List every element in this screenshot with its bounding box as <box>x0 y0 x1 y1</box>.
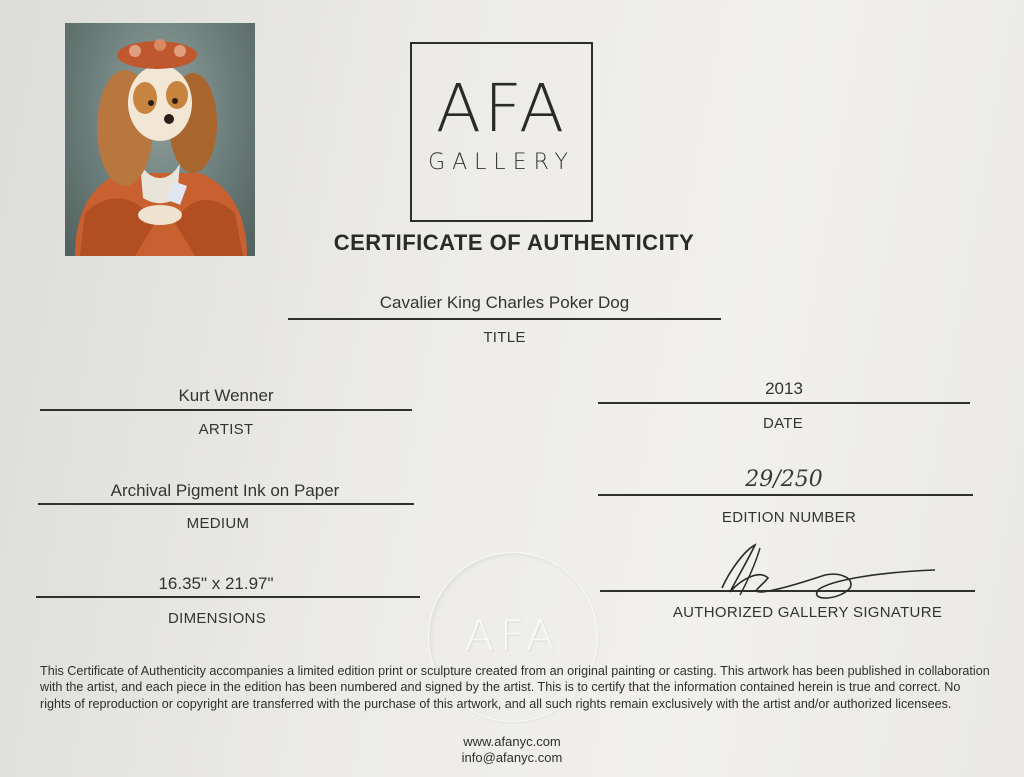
artist-line <box>40 409 412 411</box>
medium-line <box>38 503 414 505</box>
artist-value: Kurt Wenner <box>178 386 274 405</box>
handwritten-signature <box>700 540 950 610</box>
logo-main-text: AFA <box>435 70 568 147</box>
dimensions-line <box>36 596 420 598</box>
artwork-thumbnail <box>65 23 255 256</box>
dimensions-label: DIMENSIONS <box>167 610 266 627</box>
medium-value: Archival Pigment Ink on Paper <box>110 481 340 500</box>
date-value: 2013 <box>765 379 803 398</box>
logo-sub-text: GALLERY <box>428 150 575 175</box>
edition-line <box>598 494 973 496</box>
afa-gallery-logo <box>410 42 593 222</box>
dimensions-value: 16.35" x 21.97" <box>158 574 274 593</box>
date-line <box>598 402 970 404</box>
heading-text: CERTIFICATE OF AUTHENTICITY <box>333 230 695 255</box>
date-label: DATE <box>762 415 804 432</box>
contact-website: www.afanyc.com <box>463 734 561 749</box>
dog-portrait-image <box>65 23 255 256</box>
disclaimer-text: This Certificate of Authenticity accompanies a limited edition print or sculpture created from an original painting or casting. This artwork has been published in collaboration with the artist, and each piece in the edition has been numbered and signed by the artist. This is to certify that the information contained herein is true and correct. No rights of reproduction or copyright are transferred with the purchase of this artwork, and all such rights remain exclusively with the artist and/or authorized licensees. <box>40 664 990 711</box>
edition-value: 29/250 <box>745 467 823 492</box>
title-line <box>288 318 721 320</box>
contact-email: info@afanyc.com <box>461 750 563 765</box>
certificate-heading <box>0 230 1024 256</box>
title-value: Cavalier King Charles Poker Dog <box>379 293 630 312</box>
artist-label: ARTIST <box>198 421 254 438</box>
medium-label: MEDIUM <box>186 515 250 532</box>
title-label: TITLE <box>483 329 526 346</box>
seal-text: AFA <box>465 611 561 660</box>
edition-label: EDITION NUMBER <box>721 509 857 526</box>
signature-label: AUTHORIZED GALLERY SIGNATURE <box>672 604 943 621</box>
